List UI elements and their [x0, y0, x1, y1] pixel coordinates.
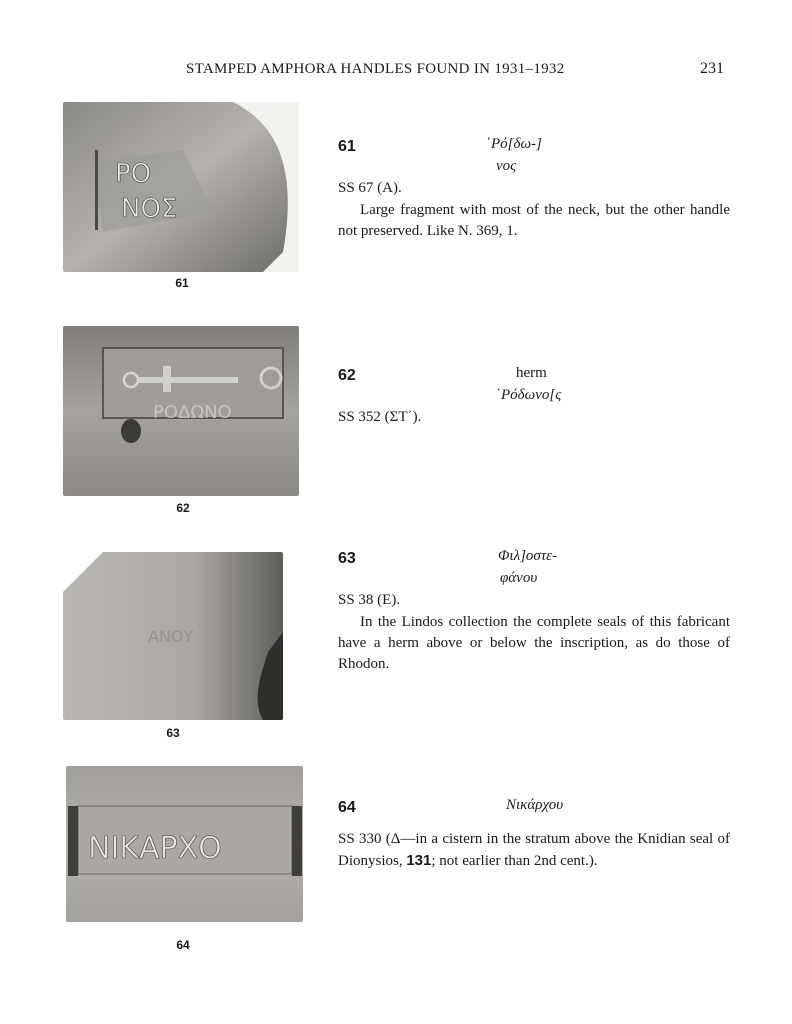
inscription-line-1: herm — [516, 365, 547, 381]
stamp-letters-64: ΝΙΚΑΡΧΟ — [88, 831, 222, 866]
entry-text: In the Lindos collection the complete seals of this fabricant have a herm above or below the inscription, as do those of Rhodon. — [338, 614, 730, 672]
entry-61 — [338, 134, 730, 244]
reference-text: SS 330 (Δ—in a cistern in the stratum above the Knidian seal of Dionysios, — [338, 831, 730, 869]
stamp-letters-61: ΡΟ — [115, 159, 152, 189]
entry-number: 64 — [338, 799, 356, 816]
inscription-line-2: φάνου — [500, 570, 538, 586]
svg-text:ΑΝΟΥ: ΑΝΟΥ — [148, 627, 194, 646]
photo-62 — [63, 326, 299, 496]
running-head: STAMPED AMPHORA HANDLES FOUND IN 1931–1932 — [186, 61, 565, 77]
svg-text:ΝΟΣ: ΝΟΣ — [121, 194, 178, 224]
entry-reference: SS 38 (Ε). — [338, 592, 401, 608]
entry-text: Large fragment with most of the neck, but the other handle not preserved. Like N. 369, 1. — [338, 202, 730, 239]
photo-caption-62: 62 — [176, 501, 190, 515]
photo-caption-61: 61 — [175, 276, 189, 290]
inscription-line-1: Νικάρχου — [506, 797, 564, 813]
photo-61 — [63, 102, 299, 272]
page-number: 231 — [700, 60, 724, 77]
entry-reference: SS 67 (Α). — [338, 180, 402, 196]
photo-caption-63: 63 — [166, 726, 180, 740]
entry-number: 61 — [338, 138, 356, 155]
photo-63 — [63, 552, 283, 720]
photo-caption-64: 64 — [176, 938, 190, 952]
entry-62 — [338, 363, 730, 433]
entry-reference — [338, 829, 730, 872]
reference-text-end: ; not earlier than 2nd cent.). — [431, 853, 598, 869]
inscription-line-2: ῾Ρόδωνο[ς — [496, 387, 562, 403]
entry-64 — [338, 795, 730, 905]
photo-64 — [66, 766, 303, 922]
entry-reference: SS 352 (ΣΤ΄). — [338, 409, 422, 425]
entry-63 — [338, 546, 730, 686]
entry-number: 62 — [338, 367, 356, 384]
inscription-line-1: Φιλ]οστε- — [498, 548, 558, 564]
cross-reference-number: 131 — [406, 852, 432, 869]
inscription-line-2: νος — [496, 158, 517, 174]
entry-number: 63 — [338, 550, 356, 567]
svg-text:ΡΟΔΩΝΟ: ΡΟΔΩΝΟ — [153, 402, 232, 423]
inscription-line-1: ῾Ρό[δω-] — [486, 136, 542, 152]
